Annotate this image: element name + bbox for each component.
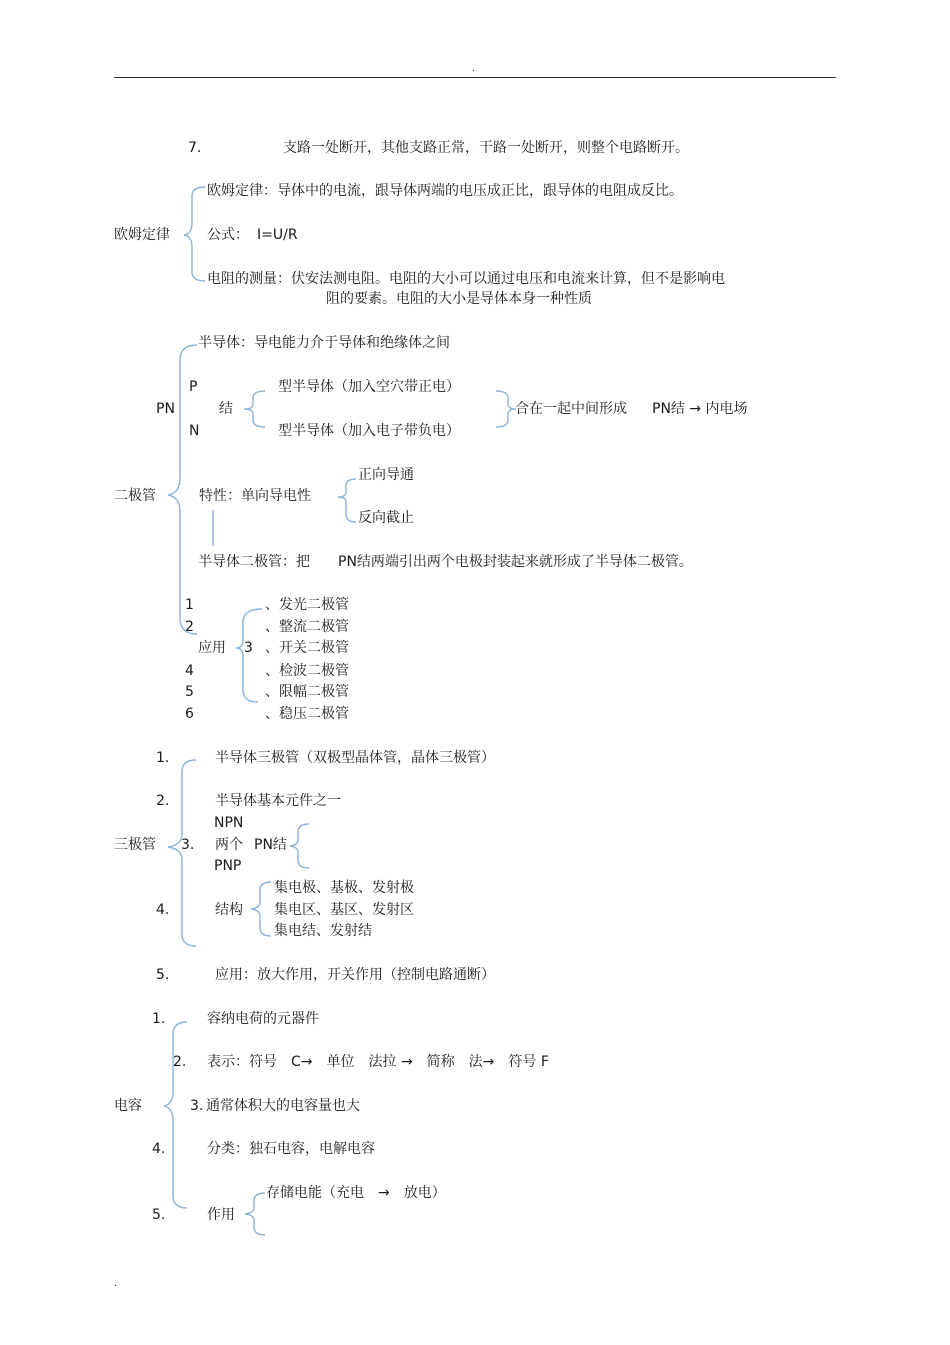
ohm-measure-line2: 阻的要素。电阻的大小是导体本身一种性质 <box>326 291 592 307</box>
diode-app-num: 1 <box>185 597 194 613</box>
triode-pnp: PNP <box>214 858 242 874</box>
triode-npn: NPN <box>214 815 244 831</box>
ohm-formula-label: 公式： <box>207 227 249 243</box>
diode-definition-b: PN结两端引出两个电极封装起来就形成了半导体二极管。 <box>338 554 693 570</box>
diode-semiconductor: 半导体：导电能力介于导体和绝缘体之间 <box>198 335 450 351</box>
footer-dot: . <box>114 1278 118 1289</box>
triode-item-text: 结构 <box>215 902 243 918</box>
diode-app-text: 、整流二极管 <box>265 619 349 635</box>
effect-brace <box>245 1193 265 1235</box>
header-rule <box>114 77 836 78</box>
diode-p-type: 型半导体（加入空穴带正电） <box>278 379 460 395</box>
pn-junction-brace <box>244 391 265 427</box>
pn-combine-brace <box>496 391 516 427</box>
triode-item-text: 应用：放大作用，开关作用（控制电路通断） <box>215 967 495 983</box>
capacitor-item-num: 2. <box>173 1054 187 1070</box>
circuit-text: 支路一处断开，其他支路正常，干路一处断开，则整个电路断开。 <box>283 140 689 156</box>
triode-structure-item: 集电结、发射结 <box>274 923 372 939</box>
header-dot: . <box>472 63 476 74</box>
triode-item-num: 1. <box>156 750 170 766</box>
triode-structure-item: 集电区、基区、发射区 <box>274 902 414 918</box>
capacitor-item-num: 1. <box>152 1011 166 1027</box>
capacitor-item-text: 作用 <box>207 1207 235 1223</box>
capacitor-brace <box>164 1022 187 1208</box>
triode-pn-junction: PN结 <box>254 837 287 853</box>
triode-item-text: 半导体基本元件之一 <box>215 793 341 809</box>
circuit-number: 7. <box>188 140 202 156</box>
triode-item-text: 两个 <box>215 837 243 853</box>
diode-apply-label: 应用 <box>198 640 226 656</box>
npn-brace <box>290 824 309 868</box>
capacitor-item-text: 分类：独石电容，电解电容 <box>207 1141 375 1157</box>
triode-item-num: 5. <box>156 967 170 983</box>
diode-app-text: 、限幅二极管 <box>265 684 349 700</box>
ohm-title: 欧姆定律 <box>114 227 170 243</box>
capacitor-item-text: 通常体积大的电容量也大 <box>206 1098 360 1114</box>
structure-brace <box>251 882 271 936</box>
diode-app-num: 2 <box>185 619 194 635</box>
triode-item-num: 3. <box>181 837 195 853</box>
diode-reverse: 反向截止 <box>358 510 414 526</box>
diode-app-num: 4 <box>185 663 194 679</box>
ohm-formula: I=U/R <box>257 227 298 243</box>
diode-forward: 正向导通 <box>358 467 414 483</box>
diode-app-text: 、检波二极管 <box>265 663 349 679</box>
diode-app-text: 、发光二极管 <box>265 597 349 613</box>
capacitor-title: 电容 <box>114 1098 142 1114</box>
diode-pn-field: PN结 → 内电场 <box>652 401 748 417</box>
diode-n: N <box>189 423 200 439</box>
triode-item-num: 4. <box>156 902 170 918</box>
triode-item-num: 2. <box>156 793 170 809</box>
diode-p: P <box>189 379 198 395</box>
triode-title: 三极管 <box>114 837 156 853</box>
triode-structure-item: 集电极、基极、发射极 <box>274 880 414 896</box>
capacitor-item-num: 4. <box>152 1141 166 1157</box>
diode-pn: PN <box>156 401 175 417</box>
capacitor-effect: 存储电能（充电 → 放电） <box>266 1185 446 1201</box>
diode-definition-a: 半导体二极管：把 <box>198 554 310 570</box>
ohm-brace <box>184 187 205 281</box>
property-brace <box>338 479 356 522</box>
diode-title: 二极管 <box>114 488 156 504</box>
capacitor-item-num: 3. <box>190 1098 204 1114</box>
diode-property: 特性：单向导电性 <box>199 488 311 504</box>
ohm-law: 欧姆定律：导体中的电流，跟导体两端的电压成正比，跟导体的电阻成反比。 <box>207 183 683 199</box>
capacitor-item-num: 5. <box>152 1207 166 1223</box>
ohm-measure-line1: 电阻的测量：伏安法测电阻。电阻的大小可以通过电压和电流来计算，但不是影响电 <box>207 271 725 287</box>
diode-app-num: 3 <box>244 640 253 656</box>
diode-app-num: 6 <box>185 706 194 722</box>
diode-app-text: 、稳压二极管 <box>265 706 349 722</box>
diode-app-num: 5 <box>185 684 194 700</box>
capacitor-item-text: 表示：符号 C→ 单位 法拉 → 简称 法→ 符号 F <box>207 1054 549 1070</box>
diode-app-text: 、开关二极管 <box>265 640 349 656</box>
diode-n-type: 型半导体（加入电子带负电） <box>278 423 460 439</box>
capacitor-item-text: 容纳电荷的元器件 <box>207 1011 319 1027</box>
triode-item-text: 半导体三极管（双极型晶体管，晶体三极管） <box>215 750 495 766</box>
diode-combine: 合在一起中间形成 <box>515 401 627 417</box>
diode-junction: 结 <box>219 401 233 417</box>
